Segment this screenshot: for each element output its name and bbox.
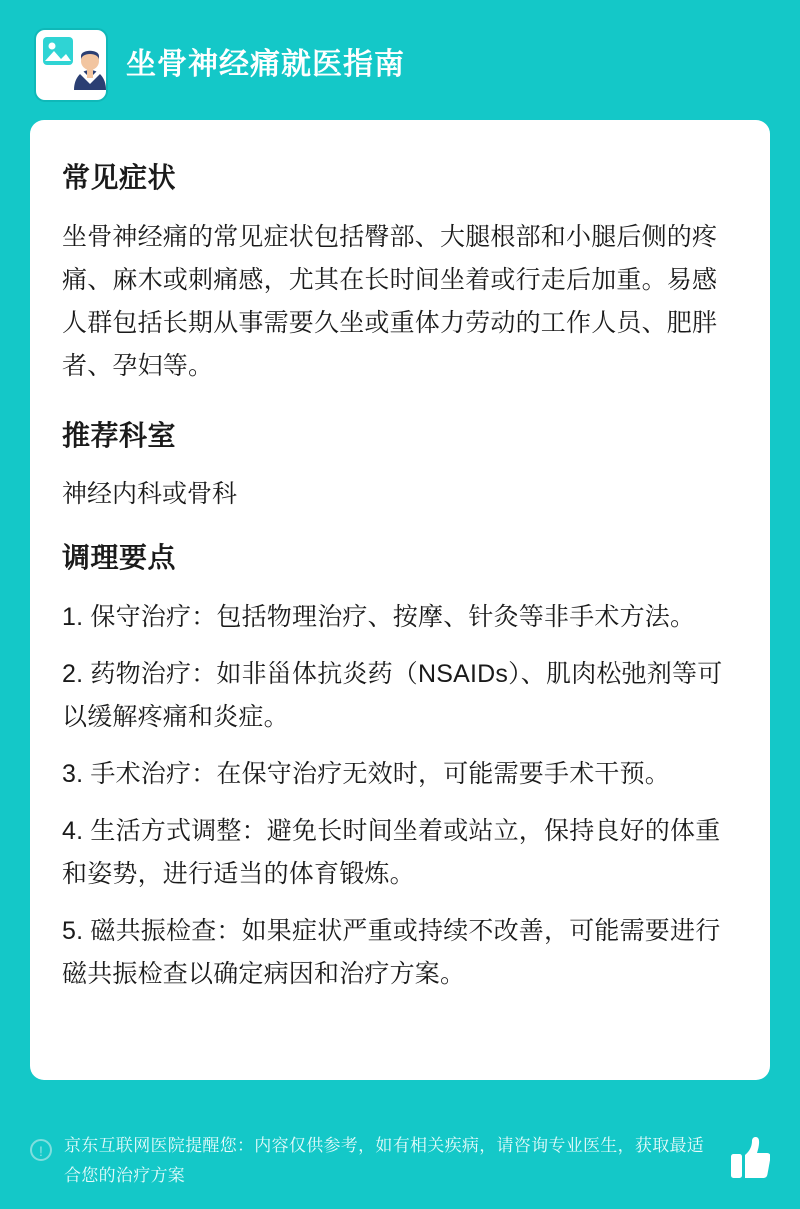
document-image-icon [34, 28, 108, 102]
disclaimer-text: 京东互联网医院提醒您：内容仅供参考，如有相关疾病，请咨询专业医生，获取最适合您的治疗方案 [64, 1136, 705, 1185]
department-text: 神经内科或骨科 [62, 480, 238, 508]
footer-disclaimer-bar [30, 1131, 770, 1191]
care-step: 5. 磁共振检查：如果症状严重或持续不改善，可能需要进行磁共振检查以确定病因和治疗方案。 [62, 917, 721, 988]
care-step: 4. 生活方式调整：避免长时间坐着或站立，保持良好的体重和姿势，进行适当的体育锻炼。 [62, 817, 721, 888]
symptoms-heading: 常见症状 [62, 162, 177, 193]
content-card [30, 120, 770, 1080]
thumbs-up-icon[interactable] [730, 1135, 770, 1181]
care-step: 3. 手术治疗：在保守治疗无效时，可能需要手术干预。 [62, 760, 670, 788]
page-title: 坐骨神经痛就医指南 [126, 48, 405, 81]
care-heading: 调理要点 [62, 542, 177, 573]
symptoms-text: 坐骨神经痛的常见症状包括臀部、大腿根部和小腿后侧的疼痛、麻木或刺痛感，尤其在长时间坐着或行走后加重。易感人群包括长期从事需要久坐或重体力劳动的工作人员、肥胖者、孕妇等。 [62, 223, 718, 380]
info-icon: ! [30, 1139, 52, 1161]
care-step: 1. 保守治疗：包括物理治疗、按摩、针灸等非手术方法。 [62, 603, 696, 631]
department-heading: 推荐科室 [62, 420, 177, 451]
page-header [30, 28, 770, 102]
care-step: 2. 药物治疗：如非甾体抗炎药（NSAIDs）、肌肉松弛剂等可以缓解疼痛和炎症。 [62, 660, 723, 731]
